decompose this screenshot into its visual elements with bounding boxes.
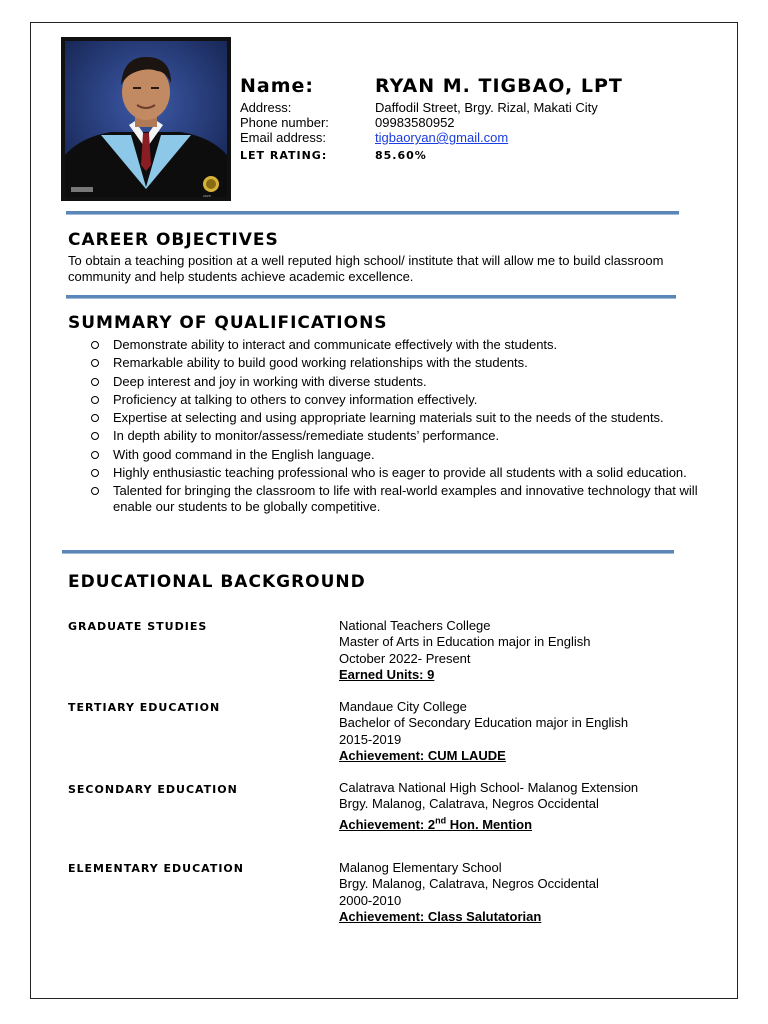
years: 2015-2019: [339, 731, 402, 747]
graduate-studies-details: [339, 618, 719, 684]
profile-photo: [61, 37, 231, 201]
list-item: In depth ability to monitor/assess/remediate students’ performance.: [91, 428, 701, 444]
school-name: Malanog Elementary School: [339, 860, 502, 875]
secondary-education-details: [339, 780, 719, 834]
list-item: Talented for bringing the classroom to life with real-world examples and innovative technology that will enable our students to be globally competitive.: [91, 483, 701, 515]
qualifications-list: [91, 337, 701, 518]
circle-bullet-icon: [91, 469, 99, 477]
tertiary-education-label: TERTIARY EDUCATION: [68, 701, 221, 714]
secondary-education-label: SECONDARY EDUCATION: [68, 783, 238, 796]
school-name: Calatrava National High School- Malanog Extension: [339, 780, 639, 795]
phone-label: Phone number:: [240, 115, 329, 130]
circle-bullet-icon: [91, 414, 99, 422]
email-label: Email address:: [240, 130, 326, 145]
location: Brgy. Malanog, Calatrava, Negros Occidental: [339, 876, 599, 892]
full-name: RYAN M. TIGBAO, LPT: [375, 75, 623, 97]
elementary-education-details: [339, 860, 719, 926]
circle-bullet-icon: [91, 378, 99, 386]
list-item: Highly enthusiastic teaching professional who is eager to provide all students with a solid education.: [91, 465, 701, 481]
years: 2000-2010: [339, 892, 402, 908]
education-heading: EDUCATIONAL BACKGROUND: [68, 572, 366, 592]
school-name: Mandaue City College: [339, 699, 467, 714]
section-divider: [66, 295, 676, 299]
section-divider: [62, 550, 674, 554]
circle-bullet-icon: [91, 359, 99, 367]
section-divider: [66, 211, 679, 215]
career-objectives-text: To obtain a teaching position at a well reputed high school/ institute that will allow me to build classroom community and help students achieve academic excellence.: [68, 253, 664, 284]
tertiary-education-details: [339, 699, 719, 765]
rating-label: LET RATING:: [240, 149, 328, 162]
circle-bullet-icon: [91, 487, 99, 495]
achievement: Achievement: CUM LAUDE: [339, 748, 506, 764]
rating-value: 85.60%: [375, 149, 427, 162]
achievement: Achievement: 2nd Hon. Mention: [339, 815, 533, 833]
list-item: With good command in the English language.: [91, 447, 701, 463]
years: October 2022- Present: [339, 650, 471, 666]
graduate-studies-label: GRADUATE STUDIES: [68, 620, 208, 633]
svg-text:2023: 2023: [203, 194, 211, 198]
list-item: Remarkable ability to build good working relationships with the students.: [91, 355, 701, 371]
career-objectives-heading: CAREER OBJECTIVES: [68, 230, 279, 250]
location: Brgy. Malanog, Calatrava, Negros Occidental: [339, 796, 599, 812]
school-name: National Teachers College: [339, 618, 491, 633]
degree: Master of Arts in Education major in English: [339, 634, 591, 650]
email-link[interactable]: tigbaoryan@gmail.com: [375, 130, 509, 145]
circle-bullet-icon: [91, 432, 99, 440]
elementary-education-label: ELEMENTARY EDUCATION: [68, 862, 244, 875]
list-item: Expertise at selecting and using appropriate learning materials suit to the needs of the students.: [91, 410, 701, 426]
graduation-portrait-image: [61, 37, 231, 201]
address-value: Daffodil Street, Brgy. Rizal, Makati City: [375, 100, 598, 115]
phone-value: 09983580952: [375, 115, 455, 130]
achievement: Earned Units: 9: [339, 667, 435, 683]
circle-bullet-icon: [91, 341, 99, 349]
degree: Bachelor of Secondary Education major in English: [339, 715, 629, 731]
name-label: Name:: [240, 75, 315, 97]
list-item: Demonstrate ability to interact and communicate effectively with the students.: [91, 337, 701, 353]
address-label: Address:: [240, 100, 292, 115]
circle-bullet-icon: [91, 451, 99, 459]
list-item: Deep interest and joy in working with diverse students.: [91, 374, 701, 390]
circle-bullet-icon: [91, 396, 99, 404]
achievement: Achievement: Class Salutatorian: [339, 909, 542, 925]
qualifications-heading: SUMMARY OF QUALIFICATIONS: [68, 313, 388, 333]
list-item: Proficiency at talking to others to convey information effectively.: [91, 392, 701, 408]
